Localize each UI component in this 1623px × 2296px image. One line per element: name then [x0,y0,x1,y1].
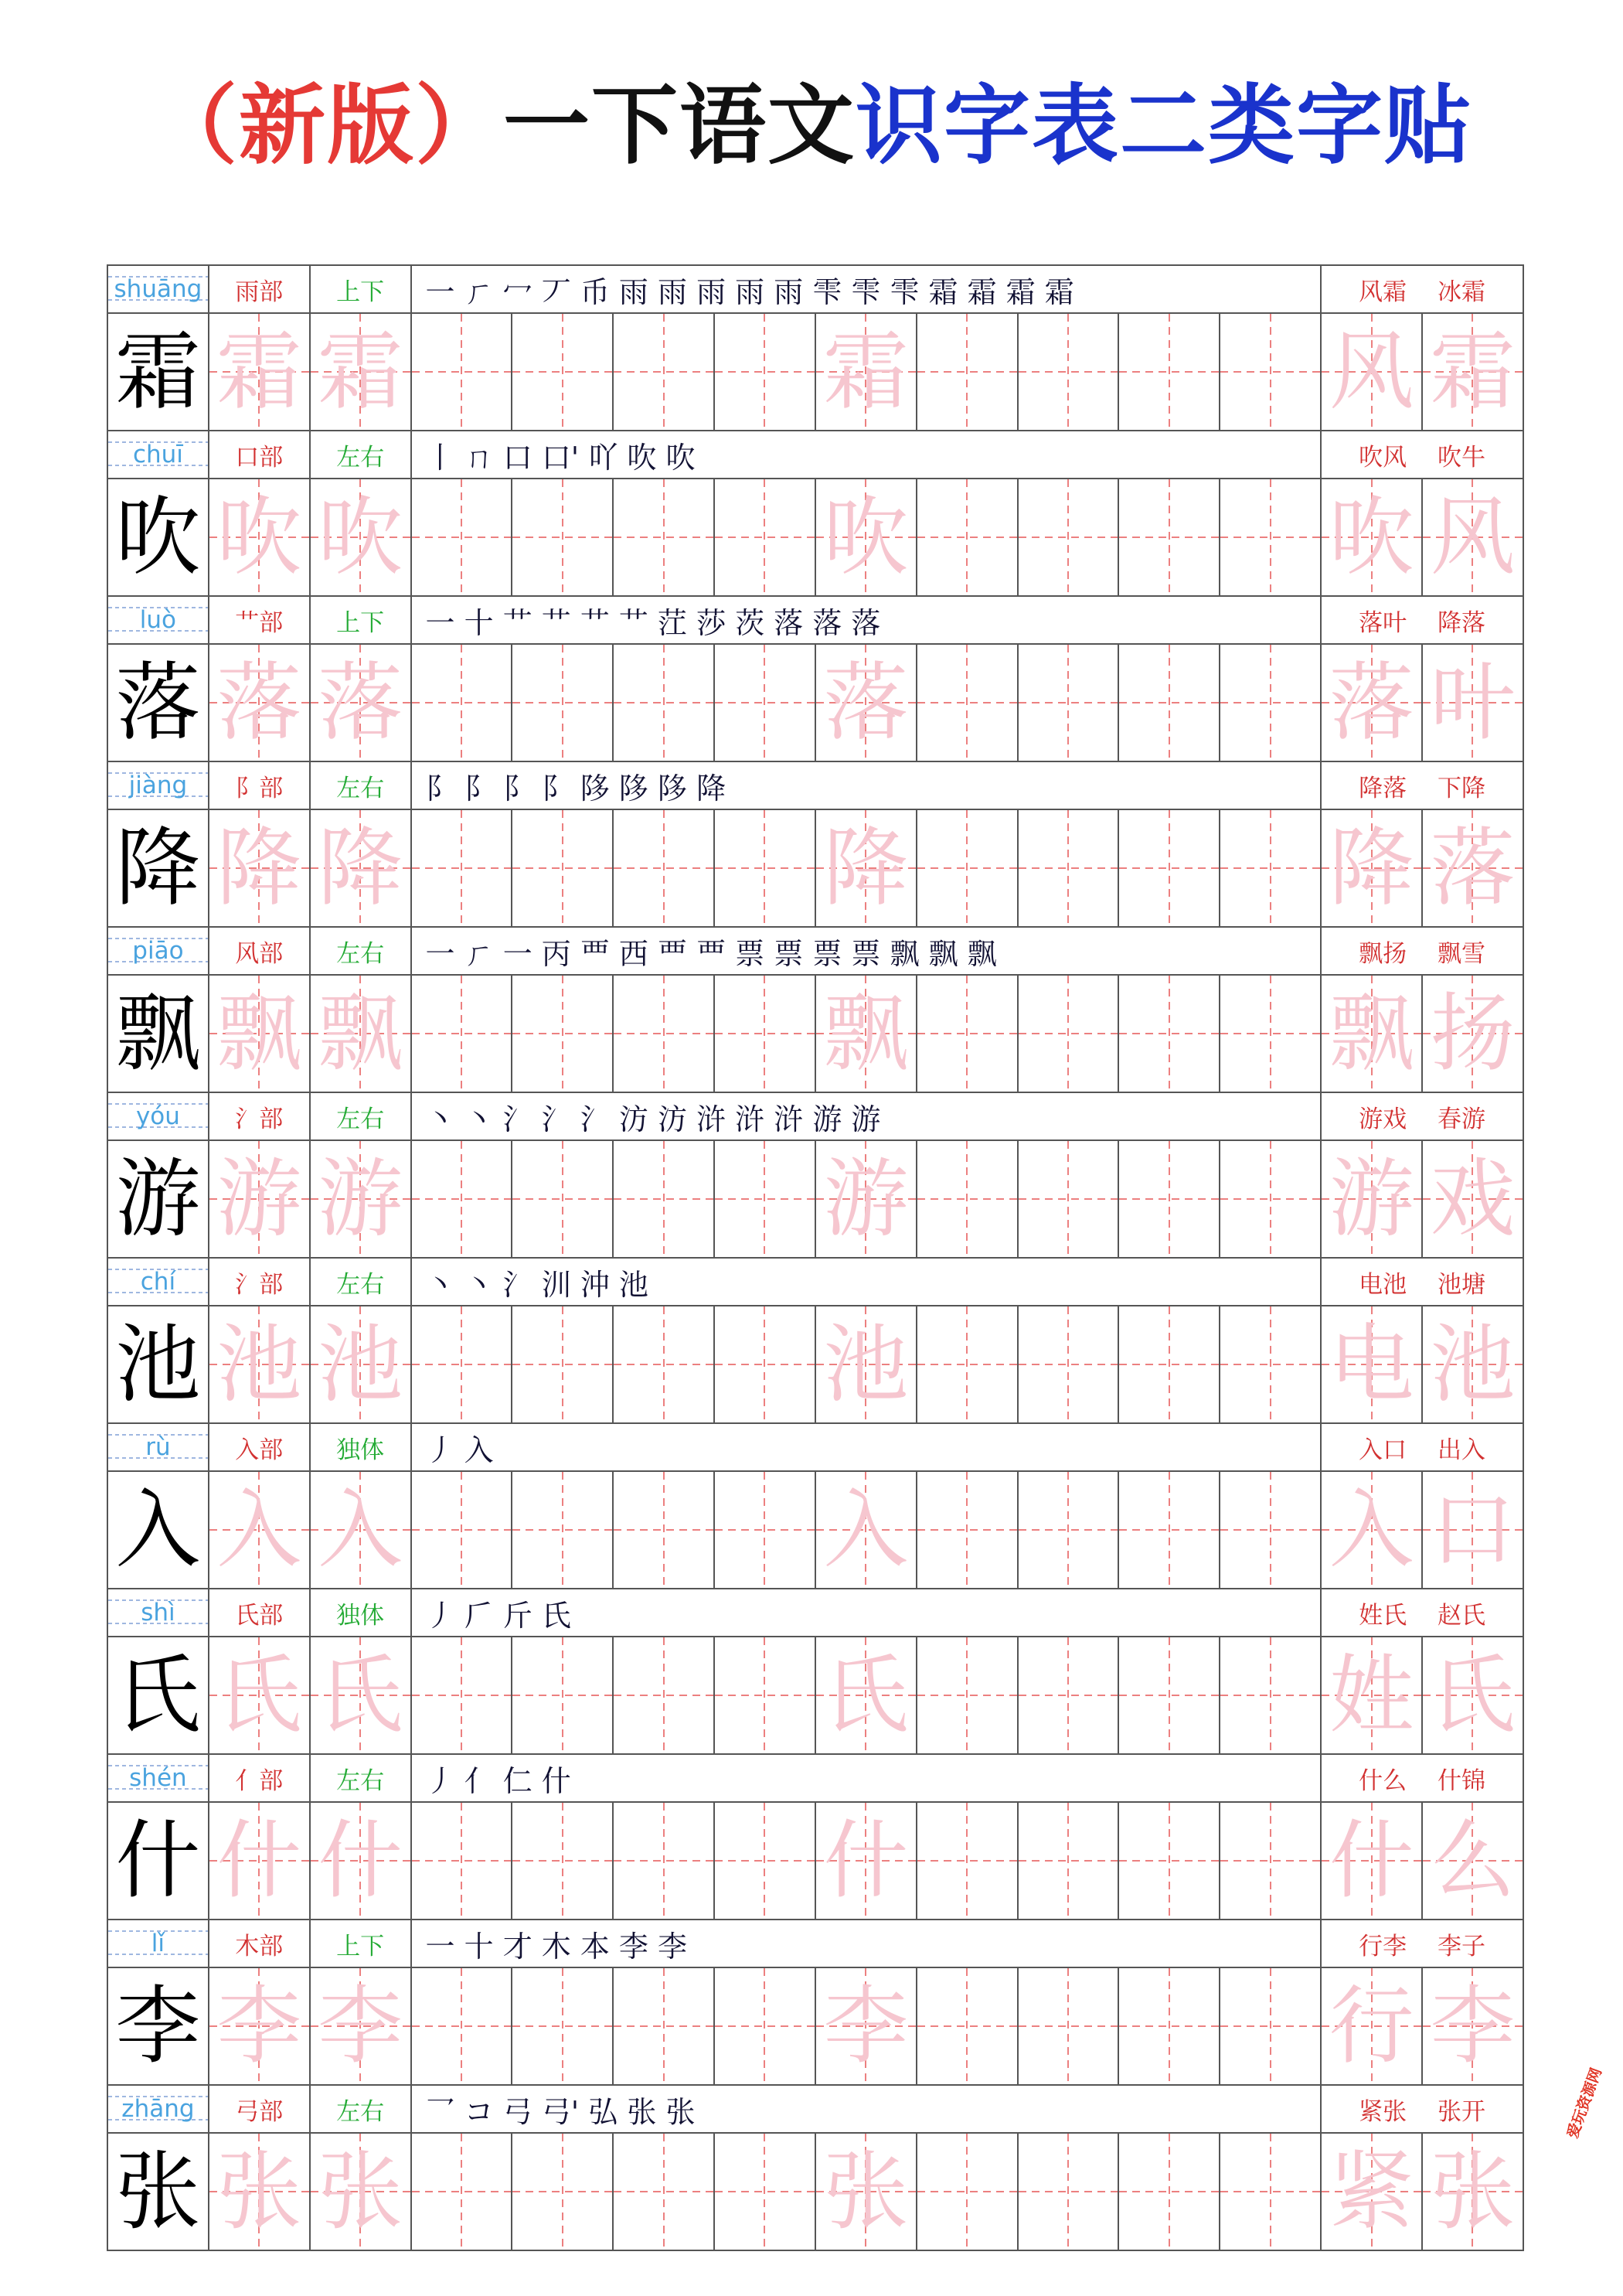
stroke-order: 一 十 艹 艹 艹 艹 茳 莎 茨 落 落 落 [411,596,1322,644]
model-character: 入 [107,1471,209,1589]
page-title [0,68,1623,184]
model-character: 落 [107,644,209,761]
blank-practice-cell [613,479,714,596]
blank-practice-cell [1018,1306,1119,1423]
example-words [1321,2085,1523,2133]
blank-practice-cell [1018,479,1119,596]
blank-practice-cell [512,644,613,761]
entry-practice-row [107,1140,1523,1258]
example-word: 飘扬 [1359,939,1407,968]
entry-info-row [107,431,1523,479]
stroke-order: 丶 丶 氵 氵 氵 汸 汸 浒 浒 浒 游 游 [411,1092,1322,1140]
example-word: 什锦 [1437,1766,1485,1795]
blank-practice-cell [714,1802,815,1920]
blank-practice-cell [512,1637,613,1754]
blank-practice-cell [411,2133,512,2250]
pinyin-label: lǐ [107,1920,209,1967]
blank-practice-cell [917,975,1018,1092]
structure-label: 独体 [310,1589,411,1637]
blank-practice-cell [714,1967,815,2085]
entry-practice-row [107,313,1523,431]
trace-character: 飘 [310,975,411,1092]
structure-label: 左右 [310,1092,411,1140]
radical-label: 阝部 [209,761,310,809]
blank-practice-cell [512,809,613,927]
structure-label: 左右 [310,927,411,975]
trace-word-char: 姓 [1321,1637,1422,1754]
trace-character: 入 [310,1471,411,1589]
blank-practice-cell [411,313,512,431]
blank-practice-cell [917,1802,1018,1920]
blank-practice-cell [1220,809,1321,927]
trace-word-char: 氏 [1422,1637,1523,1754]
blank-practice-cell [917,809,1018,927]
trace-word-char: 落 [1321,644,1422,761]
blank-practice-cell [1018,1471,1119,1589]
trace-word-char: 什 [1321,1802,1422,1920]
pinyin-label: rù [107,1423,209,1471]
blank-practice-cell [1220,479,1321,596]
entry-info-row [107,1092,1523,1140]
structure-label: 左右 [310,2085,411,2133]
stroke-order: 一 ㄏ 一 丙 覀 西 覀 覀 票 票 票 票 飘 飘 飘 [411,927,1322,975]
radical-label: 弓部 [209,2085,310,2133]
blank-practice-cell [1018,313,1119,431]
example-words [1321,1589,1523,1637]
trace-character: 飘 [209,975,310,1092]
radical-label: 氏部 [209,1589,310,1637]
entry-practice-row [107,2133,1523,2250]
blank-practice-cell [512,1306,613,1423]
blank-practice-cell [714,479,815,596]
pinyin-label: shén [107,1754,209,1802]
stroke-order: 丿 亻 仁 什 [411,1754,1322,1802]
trace-word-char: 么 [1422,1802,1523,1920]
entry-practice-row [107,644,1523,761]
stroke-order: 丶 丶 氵 汌 沖 池 [411,1258,1322,1306]
practice-grid-body [107,265,1523,2250]
trace-character: 霜 [209,313,310,431]
trace-word-char: 紧 [1321,2133,1422,2250]
blank-practice-cell [1220,1471,1321,1589]
trace-character: 张 [310,2133,411,2250]
trace-character: 什 [815,1802,917,1920]
structure-label: 上下 [310,1920,411,1967]
entry-info-row [107,2085,1523,2133]
entry-practice-row [107,975,1523,1092]
example-word: 出入 [1437,1436,1485,1464]
example-words [1321,1092,1523,1140]
example-words [1321,927,1523,975]
blank-practice-cell [1018,1802,1119,1920]
structure-label: 左右 [310,761,411,809]
structure-label: 独体 [310,1423,411,1471]
blank-practice-cell [714,2133,815,2250]
blank-practice-cell [714,644,815,761]
example-word: 什么 [1359,1766,1407,1795]
blank-practice-cell [613,1306,714,1423]
example-word: 冰霜 [1437,278,1485,306]
blank-practice-cell [613,1802,714,1920]
radical-label: 口部 [209,431,310,479]
blank-practice-cell [1018,1637,1119,1754]
model-character: 飘 [107,975,209,1092]
trace-word-char: 行 [1321,1967,1422,2085]
entry-practice-row [107,1637,1523,1754]
blank-practice-cell [512,975,613,1092]
structure-label: 上下 [310,596,411,644]
blank-practice-cell [512,313,613,431]
blank-practice-cell [613,2133,714,2250]
trace-character: 什 [209,1802,310,1920]
title-subject: 一下语文 [503,76,856,176]
example-word: 电池 [1359,1270,1407,1299]
trace-character: 氏 [815,1637,917,1754]
example-word: 入口 [1359,1436,1407,1464]
trace-character: 落 [209,644,310,761]
trace-character: 张 [815,2133,917,2250]
example-word: 姓氏 [1359,1601,1407,1630]
model-character: 霜 [107,313,209,431]
blank-practice-cell [512,2133,613,2250]
radical-label: 入部 [209,1423,310,1471]
blank-practice-cell [613,313,714,431]
pinyin-label: zhāng [107,2085,209,2133]
blank-practice-cell [1220,1637,1321,1754]
blank-practice-cell [714,1306,815,1423]
trace-word-char: 电 [1321,1306,1422,1423]
example-word: 游戏 [1359,1105,1407,1133]
trace-word-char: 降 [1321,809,1422,927]
trace-word-char: 口 [1422,1471,1523,1589]
example-word: 春游 [1437,1105,1485,1133]
blank-practice-cell [917,313,1018,431]
example-word: 下降 [1437,774,1485,802]
trace-character: 池 [815,1306,917,1423]
blank-practice-cell [1220,2133,1321,2250]
trace-word-char: 入 [1321,1471,1422,1589]
example-word: 赵氏 [1437,1601,1485,1630]
entry-info-row [107,927,1523,975]
pinyin-label: piāo [107,927,209,975]
example-word: 降落 [1437,608,1485,637]
blank-practice-cell [613,1140,714,1258]
entry-practice-row [107,809,1523,927]
blank-practice-cell [411,1471,512,1589]
blank-practice-cell [1118,975,1220,1092]
blank-practice-cell [917,1967,1018,2085]
blank-practice-cell [411,1140,512,1258]
blank-practice-cell [613,975,714,1092]
trace-word-char: 吹 [1321,479,1422,596]
pinyin-label: shì [107,1589,209,1637]
entry-practice-row [107,1967,1523,2085]
entry-info-row [107,265,1523,313]
blank-practice-cell [411,1802,512,1920]
model-character: 什 [107,1802,209,1920]
entry-info-row [107,761,1523,809]
model-character: 氏 [107,1637,209,1754]
trace-character: 张 [209,2133,310,2250]
radical-label: 艹部 [209,596,310,644]
blank-practice-cell [1220,975,1321,1092]
trace-character: 吹 [310,479,411,596]
stroke-order: 丿 入 [411,1423,1322,1471]
example-word: 张开 [1437,2097,1485,2126]
site-watermark: 爱玩资源网 [1563,2066,1605,2141]
blank-practice-cell [613,809,714,927]
entry-practice-row [107,1471,1523,1589]
example-words [1321,1258,1523,1306]
structure-label: 左右 [310,1754,411,1802]
model-character: 张 [107,2133,209,2250]
example-words [1321,761,1523,809]
blank-practice-cell [1118,1140,1220,1258]
blank-practice-cell [1018,2133,1119,2250]
radical-label: 风部 [209,927,310,975]
example-word: 风霜 [1359,278,1407,306]
blank-practice-cell [1018,809,1119,927]
entry-practice-row [107,1306,1523,1423]
entry-practice-row [107,1802,1523,1920]
trace-character: 池 [310,1306,411,1423]
trace-word-char: 飘 [1321,975,1422,1092]
trace-character: 氏 [310,1637,411,1754]
blank-practice-cell [917,1637,1018,1754]
trace-character: 霜 [815,313,917,431]
entry-info-row [107,596,1523,644]
blank-practice-cell [1118,1471,1220,1589]
example-words [1321,1754,1523,1802]
model-character: 降 [107,809,209,927]
radical-label: 氵部 [209,1092,310,1140]
entry-info-row [107,1589,1523,1637]
blank-practice-cell [613,1637,714,1754]
blank-practice-cell [917,1471,1018,1589]
trace-word-char: 风 [1422,479,1523,596]
model-character: 李 [107,1967,209,2085]
trace-character: 落 [310,644,411,761]
blank-practice-cell [1118,1637,1220,1754]
blank-practice-cell [613,1967,714,2085]
trace-character: 降 [310,809,411,927]
blank-practice-cell [1018,1140,1119,1258]
blank-practice-cell [1118,479,1220,596]
radical-label: 氵部 [209,1258,310,1306]
blank-practice-cell [512,1471,613,1589]
blank-practice-cell [1018,1967,1119,2085]
blank-practice-cell [1220,1306,1321,1423]
blank-practice-cell [1220,644,1321,761]
trace-character: 降 [815,809,917,927]
trace-character: 飘 [815,975,917,1092]
trace-word-char: 扬 [1422,975,1523,1092]
trace-word-char: 张 [1422,2133,1523,2250]
trace-character: 吹 [815,479,917,596]
blank-practice-cell [714,313,815,431]
blank-practice-cell [1118,644,1220,761]
example-words [1321,1920,1523,1967]
example-word: 行李 [1359,1932,1407,1960]
entry-info-row [107,1920,1523,1967]
trace-character: 池 [209,1306,310,1423]
stroke-order: 丿 𠂆 斤 氏 [411,1589,1322,1637]
pinyin-label: shuāng [107,265,209,313]
structure-label: 上下 [310,265,411,313]
stroke-order: 阝 阝 阝 阝 陊 陊 陊 降 [411,761,1322,809]
blank-practice-cell [917,1140,1018,1258]
trace-character: 霜 [310,313,411,431]
stroke-order: 乛 コ 弓 弓' 弘 张 张 [411,2085,1322,2133]
entry-info-row [107,1423,1523,1471]
example-word: 降落 [1359,774,1407,802]
trace-word-char: 李 [1422,1967,1523,2085]
trace-character: 入 [815,1471,917,1589]
blank-practice-cell [1118,809,1220,927]
trace-word-char: 风 [1321,313,1422,431]
blank-practice-cell [411,479,512,596]
example-word: 飘雪 [1437,939,1485,968]
structure-label: 左右 [310,1258,411,1306]
blank-practice-cell [714,1637,815,1754]
blank-practice-cell [714,1471,815,1589]
blank-practice-cell [917,2133,1018,2250]
trace-character: 李 [815,1967,917,2085]
blank-practice-cell [1220,1140,1321,1258]
example-words [1321,431,1523,479]
trace-character: 什 [310,1802,411,1920]
model-character: 游 [107,1140,209,1258]
trace-word-char: 池 [1422,1306,1523,1423]
blank-practice-cell [917,479,1018,596]
stroke-order: 丨 ㄇ 口 口' 吖 吹 吹 [411,431,1322,479]
blank-practice-cell [411,1637,512,1754]
trace-character: 游 [815,1140,917,1258]
trace-character: 李 [209,1967,310,2085]
title-worksheet: 识字表二类字贴 [856,76,1472,176]
trace-word-char: 游 [1321,1140,1422,1258]
trace-word-char: 霜 [1422,313,1523,431]
trace-character: 游 [209,1140,310,1258]
blank-practice-cell [1118,1306,1220,1423]
blank-practice-cell [1018,975,1119,1092]
entry-info-row [107,1754,1523,1802]
blank-practice-cell [714,809,815,927]
blank-practice-cell [1220,313,1321,431]
blank-practice-cell [1118,313,1220,431]
blank-practice-cell [512,1802,613,1920]
blank-practice-cell [512,479,613,596]
practice-grid [107,264,1524,2251]
pinyin-label: jiàng [107,761,209,809]
blank-practice-cell [411,975,512,1092]
example-words [1321,596,1523,644]
blank-practice-cell [411,644,512,761]
example-word: 李子 [1437,1932,1485,1960]
trace-character: 降 [209,809,310,927]
stroke-order: 一 ㄏ 冖 丆 币 雨 雨 雨 雨 雨 雫 雫 雫 霜 霜 霜 霜 [411,265,1322,313]
example-word: 紧张 [1359,2097,1407,2126]
entry-info-row [107,1258,1523,1306]
trace-character: 落 [815,644,917,761]
pinyin-label: chuī [107,431,209,479]
title-edition: （新版） [151,76,503,176]
blank-practice-cell [917,1306,1018,1423]
entry-practice-row [107,479,1523,596]
trace-word-char: 叶 [1422,644,1523,761]
trace-character: 李 [310,1967,411,2085]
blank-practice-cell [512,1140,613,1258]
model-character: 吹 [107,479,209,596]
model-character: 池 [107,1306,209,1423]
trace-word-char: 落 [1422,809,1523,927]
radical-label: 雨部 [209,265,310,313]
pinyin-label: chí [107,1258,209,1306]
blank-practice-cell [411,809,512,927]
blank-practice-cell [714,1140,815,1258]
blank-practice-cell [917,644,1018,761]
example-words [1321,265,1523,313]
blank-practice-cell [613,644,714,761]
stroke-order: 一 十 才 木 本 李 李 [411,1920,1322,1967]
pinyin-label: yóu [107,1092,209,1140]
blank-practice-cell [613,1471,714,1589]
example-word: 池塘 [1437,1270,1485,1299]
blank-practice-cell [512,1967,613,2085]
blank-practice-cell [714,975,815,1092]
example-word: 吹牛 [1437,443,1485,472]
radical-label: 木部 [209,1920,310,1967]
blank-practice-cell [1118,1802,1220,1920]
blank-practice-cell [411,1306,512,1423]
blank-practice-cell [1118,2133,1220,2250]
radical-label: 亻部 [209,1754,310,1802]
example-word: 吹风 [1359,443,1407,472]
example-word: 落叶 [1359,608,1407,637]
blank-practice-cell [1118,1967,1220,2085]
blank-practice-cell [1220,1802,1321,1920]
blank-practice-cell [411,1967,512,2085]
trace-character: 氏 [209,1637,310,1754]
trace-character: 入 [209,1471,310,1589]
pinyin-label: luò [107,596,209,644]
blank-practice-cell [1018,644,1119,761]
trace-character: 游 [310,1140,411,1258]
trace-character: 吹 [209,479,310,596]
example-words [1321,1423,1523,1471]
trace-word-char: 戏 [1422,1140,1523,1258]
blank-practice-cell [1220,1967,1321,2085]
structure-label: 左右 [310,431,411,479]
